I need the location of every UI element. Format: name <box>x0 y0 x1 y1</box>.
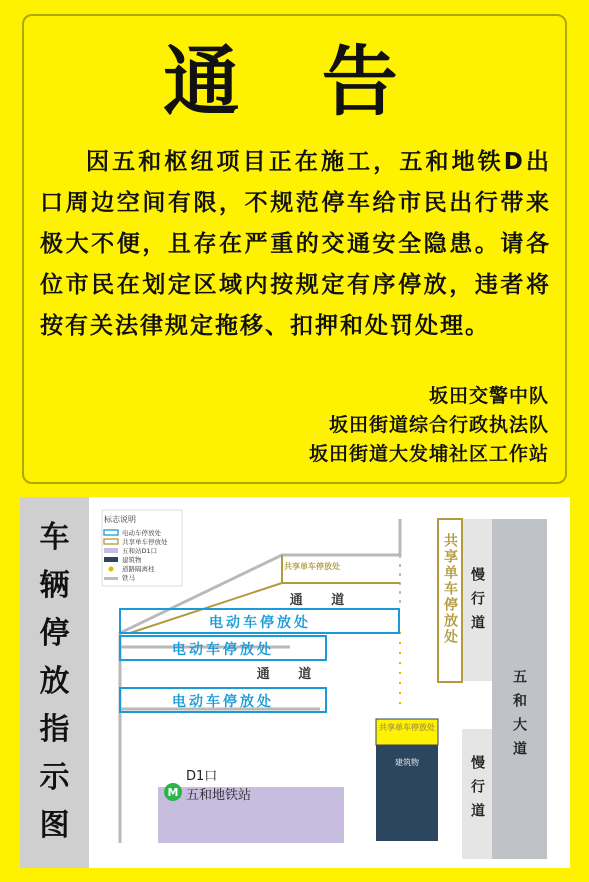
shared-bike-label-building: 共享单车停放处 <box>379 723 435 732</box>
legend-item: 电动车停放处 <box>122 529 161 537</box>
ebike-zone-label: 电动车停放处 <box>209 615 311 631</box>
legend-swatch-station <box>104 548 118 553</box>
legend-item: 道路隔离柱 <box>122 565 155 573</box>
building-label: 建筑物 <box>395 758 419 767</box>
legend-swatch-post <box>109 567 114 572</box>
legend-item: 建筑物 <box>122 556 142 564</box>
signature-line: 坂田街道综合行政执法队 <box>328 414 549 436</box>
shared-bike-label-top: 共享单车停放处 <box>284 562 340 571</box>
metro-symbol: M <box>167 786 179 799</box>
notice-body: 因五和枢纽项目正在施工，五和地铁D出口周边空间有限，不规范停车给市民出行带来极大不便，且存在严重的交通安全隐患。请各位市民在划定区域内按规定有序停放，违者将按有关法律规定拖移、扣押和处罚处理。 <box>40 149 551 339</box>
passage-label: 通 道 <box>289 593 357 608</box>
side-title-char: 辆 <box>39 568 70 603</box>
slow-lane-label: 慢行道 <box>469 755 485 827</box>
map-drawing <box>20 497 570 868</box>
signature-line: 坂田街道大发埔社区工作站 <box>308 443 549 465</box>
shared-bike-label-vertical: 共享单车停放处 <box>442 533 458 645</box>
notice-board <box>22 14 567 484</box>
signature-line: 坂田交警中队 <box>428 385 549 407</box>
slow-lane-label: 慢行道 <box>469 567 485 639</box>
side-title-char: 示 <box>39 760 70 795</box>
side-title-char: 车 <box>39 520 70 555</box>
main-road-label: 五和大道 <box>511 669 527 765</box>
side-title-char: 放 <box>39 664 70 699</box>
parking-guide-map <box>20 497 570 868</box>
legend-title: 标志说明 <box>104 515 136 524</box>
station-label: 五和地铁站 <box>186 788 252 803</box>
passage-label: 通 道 <box>256 667 324 682</box>
ebike-zone-label: 电动车停放处 <box>172 694 274 710</box>
legend-item: 五和站D1口 <box>122 547 158 555</box>
legend-swatch-barrier <box>104 577 118 580</box>
side-title-char: 指 <box>39 712 70 747</box>
notice-signatures <box>309 382 549 469</box>
legend-item: 共享单车停放处 <box>122 538 168 546</box>
legend-swatch-building <box>104 557 118 562</box>
side-title-char: 图 <box>39 808 70 843</box>
legend-item: 铁马 <box>122 574 135 582</box>
exit-label: D1口 <box>186 769 218 784</box>
side-title-char: 停 <box>39 616 70 651</box>
ebike-zone-label: 电动车停放处 <box>172 642 274 658</box>
notice-title: 通 告 <box>163 37 426 126</box>
